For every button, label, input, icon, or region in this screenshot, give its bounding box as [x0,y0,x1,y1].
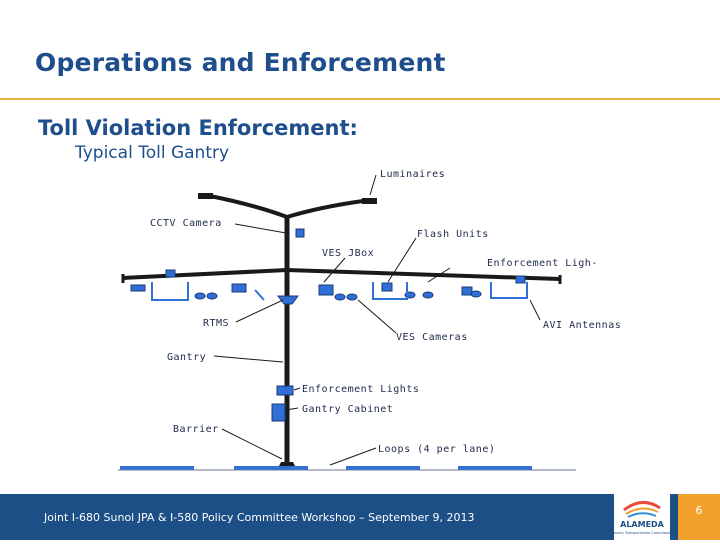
loops [120,466,532,470]
label-rtms: RTMS [203,318,230,329]
page-number: 6 [678,494,720,540]
label-ves-jbox: VES JBox [322,248,375,259]
gantry-truss [123,270,560,279]
slide-subtitle: Toll Violation Enforcement: [38,116,358,140]
callout-lines [214,175,540,465]
left-luminaire-arm [210,196,287,217]
logo-text: ALAMEDA [620,520,664,529]
label-avi-antennas: AVI Antennas [543,320,622,331]
label-loops: Loops (4 per lane) [378,444,496,455]
label-luminaires: Luminaires [380,169,446,180]
label-cctv-camera: CCTV Camera [150,218,222,229]
label-flash-units: Flash Units [417,229,489,240]
right-luminaire-arm [287,201,363,217]
luminaire-right [362,198,377,204]
slide-subheading: Typical Toll Gantry [75,143,230,163]
label-ves-cameras: VES Cameras [396,332,468,343]
luminaire-left [198,193,213,199]
logo-subtext: County Transportation Commission [614,531,670,535]
alameda-ctc-logo [614,494,670,540]
label-gantry: Gantry [167,352,207,363]
label-enforcement-light: Enforcement Ligh- [487,258,598,269]
label-barrier: Barrier [173,424,219,435]
footer-text: Joint I-680 Sunol JPA & I-580 Policy Committee Workshop – September 9, 2013 [44,511,475,524]
label-enforcement-lights: Enforcement Lights [302,384,420,395]
slide-title: Operations and Enforcement [35,48,446,77]
label-gantry-cabinet: Gantry Cabinet [302,404,394,415]
slide-footer [0,494,720,540]
